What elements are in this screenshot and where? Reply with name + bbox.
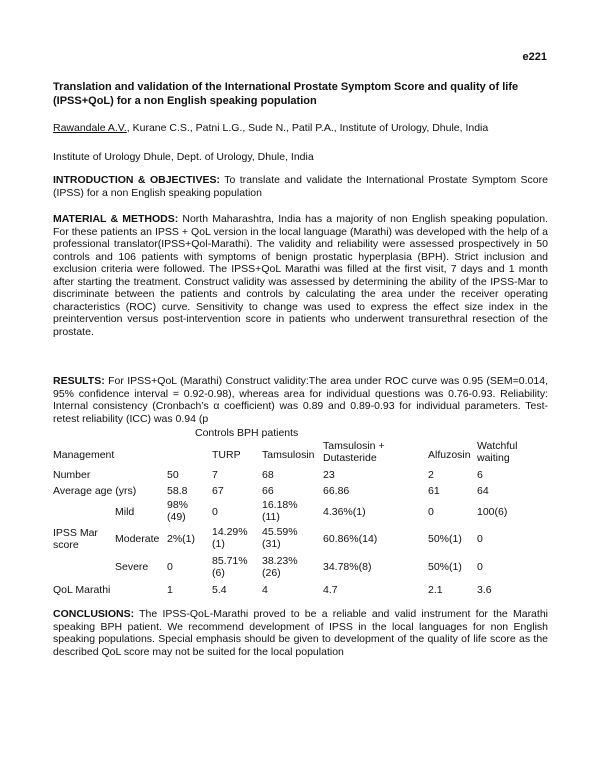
institution: Institute of Urology Dhule, Dept. of Urology, Dhule, India bbox=[53, 151, 314, 163]
table-cell: 1 bbox=[167, 584, 173, 596]
table-cell: 100(6) bbox=[477, 506, 508, 518]
presenting-author: Rawandale A.V. bbox=[53, 122, 127, 134]
author-line bbox=[53, 121, 553, 135]
table-cell: (6) bbox=[212, 567, 225, 579]
section-label: RESULTS: bbox=[53, 375, 105, 387]
table-cell: 61 bbox=[428, 485, 440, 497]
table-cell: 34.78%(8) bbox=[323, 561, 372, 573]
table-cell: (31) bbox=[262, 538, 281, 550]
table-cell: 50 bbox=[167, 469, 179, 481]
section-label: CONCLUSIONS: bbox=[53, 608, 135, 620]
row-label-number: Number bbox=[53, 469, 91, 481]
row-label-qol: QoL Marathi bbox=[53, 584, 111, 596]
row-label-severe: Severe bbox=[115, 561, 149, 573]
table-cell: 0 bbox=[428, 506, 434, 518]
co-authors: , Kurane C.S., Patni L.G., Sude N., Patil P.A., Institute of Urology, Dhule, India bbox=[126, 122, 489, 134]
table-cell: 58.8 bbox=[167, 485, 188, 497]
table-cell: (26) bbox=[262, 567, 281, 579]
table-cell: (49) bbox=[167, 511, 186, 523]
row-label-moderate: Moderate bbox=[115, 533, 160, 545]
table-cell: 60.86%(14) bbox=[323, 533, 378, 545]
row-label-age: Average age (yrs) bbox=[53, 485, 137, 497]
col-header-watchful: waiting bbox=[477, 452, 510, 464]
col-header-watchful: Watchful bbox=[477, 440, 518, 452]
section-text: North Maharashtra, India has a majority of non English speaking population. For these patients an IPSS + QoL version in the local language (Marathi) was developed with the help of a professional translator(IPSS+Qol-Marathi). The validity and reliability were assessed prospectively in 50 controls and 106 patients with symptoms of benign prostatic hyperplasia (BPH). Strict inclusion and exclusion criteria were followed. The IPSS+QoL Marathi was filled at the first visit, 7 days and 1 month after starting the treatment. Construct validity was assessed by determining the ability of the IPSS-Mar to discriminate between the patients and controls by calculating the area under the receiver operating characteristics (ROC) curve. Sensitivity to change was used to express the effect size index in the preintervention versus post-intervention score in patients who underwent transurethral resection of the prostate. bbox=[53, 213, 548, 338]
page-number: e221 bbox=[522, 51, 547, 63]
section-text: For IPSS+QoL (Marathi) Construct validity:The area under ROC curve was 0.95 (SEM=0.014, 95% confidence interval = 0.92-0.98), whereas area for individual questions was 0.76-0.93. Reliability: Internal consistency (Cronbach’s α coefficient) was 0.89 and 0.89-0.93 for individual parameters. Test-retest reliability (ICC) was 0.94 (p bbox=[53, 375, 548, 425]
section-label: INTRODUCTION & OBJECTIVES: bbox=[53, 174, 220, 186]
table-cell: 64 bbox=[477, 485, 489, 497]
table-cell: 3.6 bbox=[477, 584, 492, 596]
table-cell: (11) bbox=[262, 511, 280, 523]
abstract-title: Translation and validation of the International Prostate Symptom Score and quality of life (IPSS+QoL) for a non English speaking population bbox=[53, 81, 519, 107]
col-header-tamsu-duta: Tamsulosin + bbox=[323, 440, 385, 452]
table-cell: 4 bbox=[262, 584, 268, 596]
table-cell: 38.23% bbox=[262, 555, 298, 567]
col-header-turp: TURP bbox=[212, 449, 241, 461]
table-cell: 4.36%(1) bbox=[323, 506, 366, 518]
table-group-header: Controls BPH patients bbox=[195, 427, 299, 439]
col-header-management: Management bbox=[53, 449, 115, 461]
table-cell: 0 bbox=[167, 561, 173, 573]
table-cell: 6 bbox=[477, 469, 483, 481]
table-cell: 2 bbox=[428, 469, 434, 481]
section-text: The IPSS-QoL-Marathi proved to be a reliable and valid instrument for the Marathi speaking BPH patient. We recommend development of IPSS in the local languages for non English speaking populations. Special emphasis should be given to development of the quality of life score as the described QoL score may not be suited for the local population bbox=[53, 608, 548, 658]
table-cell: 98% bbox=[167, 499, 189, 511]
table-cell: 4.7 bbox=[323, 584, 338, 596]
table-cell: 50%(1) bbox=[428, 533, 462, 545]
table-cell: 66 bbox=[262, 485, 274, 497]
table-cell: 45.59% bbox=[262, 526, 298, 538]
table-cell: 68 bbox=[262, 469, 274, 481]
section-label: MATERIAL & METHODS: bbox=[53, 213, 179, 225]
table-cell: 0 bbox=[477, 561, 483, 573]
table-cell: 23 bbox=[323, 469, 335, 481]
table-cell: 66.86 bbox=[323, 485, 350, 497]
section-methods bbox=[53, 213, 548, 338]
section-text: To translate and validate the International Prostate Symptom Score (IPSS) for a non English speaking population bbox=[53, 174, 548, 199]
table-cell: 14.29% bbox=[212, 526, 248, 538]
section-results bbox=[53, 375, 548, 425]
row-group-label-ipss: score bbox=[53, 539, 79, 551]
table-cell: 0 bbox=[212, 506, 218, 518]
section-introduction bbox=[53, 174, 548, 199]
table-cell: 5.4 bbox=[212, 584, 227, 596]
table-cell: 16.18% bbox=[262, 499, 298, 511]
table-cell: 50%(1) bbox=[428, 561, 462, 573]
table-cell: 67 bbox=[212, 485, 224, 497]
row-label-mild: Mild bbox=[115, 506, 135, 518]
table-cell: (1) bbox=[212, 538, 225, 550]
table-cell: 0 bbox=[477, 533, 483, 545]
section-conclusions bbox=[53, 608, 548, 658]
table-cell: 85.71% bbox=[212, 555, 248, 567]
table-cell: 7 bbox=[212, 469, 218, 481]
row-group-label-ipss: IPSS Mar bbox=[53, 527, 98, 539]
col-header-tamsulosin: Tamsulosin bbox=[262, 449, 315, 461]
col-header-alfuzosin: Alfuzosin bbox=[428, 449, 471, 461]
table-cell: 2.1 bbox=[428, 584, 443, 596]
col-header-tamsu-duta: Dutasteride bbox=[323, 452, 377, 464]
table-cell: 2%(1) bbox=[167, 533, 196, 545]
